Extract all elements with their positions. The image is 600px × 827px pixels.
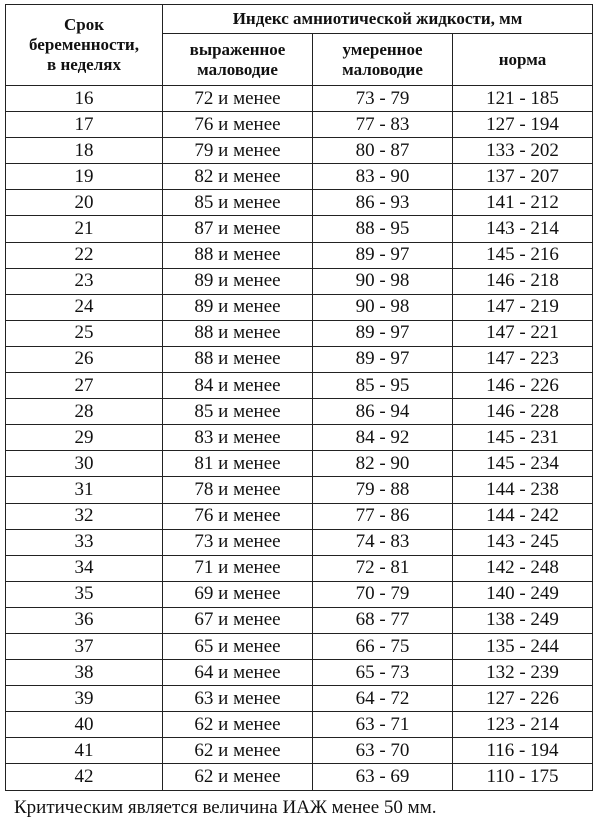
table-row [6, 294, 593, 320]
cell-severe: 78 и менее [163, 477, 313, 503]
cell-norm: 143 - 245 [453, 529, 593, 555]
table-row [6, 555, 593, 581]
cell-week: 34 [6, 555, 163, 581]
cell-severe: 71 и менее [163, 555, 313, 581]
cell-severe: 89 и менее [163, 268, 313, 294]
cell-severe: 83 и менее [163, 425, 313, 451]
cell-week: 23 [6, 268, 163, 294]
cell-norm: 143 - 214 [453, 216, 593, 242]
footnote: Критическим является величина ИАЖ менее 50 мм. [14, 797, 437, 818]
cell-norm: 144 - 242 [453, 503, 593, 529]
cell-norm: 127 - 194 [453, 112, 593, 138]
cell-week: 31 [6, 477, 163, 503]
header-moderate-line-1: умеренное [342, 39, 423, 59]
table-header [6, 5, 593, 86]
cell-severe: 62 и менее [163, 712, 313, 738]
cell-week: 26 [6, 346, 163, 372]
table-row [6, 346, 593, 372]
table-row [6, 373, 593, 399]
cell-week: 28 [6, 399, 163, 425]
cell-norm: 146 - 218 [453, 268, 593, 294]
cell-moderate: 80 - 87 [313, 138, 453, 164]
cell-week: 35 [6, 581, 163, 607]
cell-severe: 82 и менее [163, 164, 313, 190]
cell-norm: 127 - 226 [453, 686, 593, 712]
cell-week: 27 [6, 373, 163, 399]
header-week-line-2: беременности, [29, 35, 139, 54]
cell-week: 40 [6, 712, 163, 738]
cell-norm: 145 - 231 [453, 425, 593, 451]
cell-norm: 147 - 219 [453, 294, 593, 320]
cell-severe: 76 и менее [163, 503, 313, 529]
cell-severe: 65 и менее [163, 633, 313, 659]
table-row [6, 712, 593, 738]
table-row [6, 138, 593, 164]
cell-severe: 62 и менее [163, 738, 313, 764]
cell-severe: 85 и менее [163, 190, 313, 216]
header-moderate [313, 34, 453, 86]
cell-severe: 81 и менее [163, 451, 313, 477]
cell-moderate: 77 - 86 [313, 503, 453, 529]
cell-severe: 73 и менее [163, 529, 313, 555]
cell-severe: 67 и менее [163, 607, 313, 633]
cell-severe: 85 и менее [163, 399, 313, 425]
cell-moderate: 86 - 94 [313, 399, 453, 425]
cell-week: 18 [6, 138, 163, 164]
cell-week: 33 [6, 529, 163, 555]
cell-severe: 62 и менее [163, 764, 313, 790]
table-row [6, 190, 593, 216]
table-row [6, 686, 593, 712]
table-row [6, 242, 593, 268]
table-row [6, 399, 593, 425]
table-row [6, 112, 593, 138]
cell-moderate: 82 - 90 [313, 451, 453, 477]
header-moderate-line-2: маловодие [342, 59, 423, 79]
cell-week: 17 [6, 112, 163, 138]
table-row [6, 660, 593, 686]
cell-week: 37 [6, 633, 163, 659]
table-row [6, 607, 593, 633]
cell-severe: 89 и менее [163, 294, 313, 320]
cell-severe: 79 и менее [163, 138, 313, 164]
cell-norm: 142 - 248 [453, 555, 593, 581]
cell-moderate: 73 - 79 [313, 86, 453, 112]
cell-moderate: 63 - 69 [313, 764, 453, 790]
header-week-line-3: в неделях [47, 55, 121, 74]
header-norm: норма [453, 34, 593, 86]
cell-moderate: 77 - 83 [313, 112, 453, 138]
table-row [6, 503, 593, 529]
cell-week: 42 [6, 764, 163, 790]
cell-week: 20 [6, 190, 163, 216]
header-week [6, 5, 163, 86]
cell-week: 19 [6, 164, 163, 190]
cell-moderate: 89 - 97 [313, 346, 453, 372]
cell-moderate: 84 - 92 [313, 425, 453, 451]
cell-moderate: 79 - 88 [313, 477, 453, 503]
cell-week: 16 [6, 86, 163, 112]
header-week-line-1: Срок [63, 15, 105, 34]
cell-norm: 141 - 212 [453, 190, 593, 216]
cell-moderate: 90 - 98 [313, 268, 453, 294]
cell-severe: 63 и менее [163, 686, 313, 712]
cell-norm: 137 - 207 [453, 164, 593, 190]
table-row [6, 451, 593, 477]
cell-moderate: 72 - 81 [313, 555, 453, 581]
cell-severe: 88 и менее [163, 242, 313, 268]
cell-week: 30 [6, 451, 163, 477]
cell-norm: 121 - 185 [453, 86, 593, 112]
cell-moderate: 66 - 75 [313, 633, 453, 659]
cell-week: 32 [6, 503, 163, 529]
cell-norm: 140 - 249 [453, 581, 593, 607]
table-row [6, 86, 593, 112]
cell-norm: 146 - 228 [453, 399, 593, 425]
cell-norm: 147 - 223 [453, 346, 593, 372]
cell-norm: 138 - 249 [453, 607, 593, 633]
cell-severe: 87 и менее [163, 216, 313, 242]
cell-norm: 132 - 239 [453, 660, 593, 686]
table-row [6, 320, 593, 346]
cell-norm: 110 - 175 [453, 764, 593, 790]
table-row [6, 738, 593, 764]
cell-week: 22 [6, 242, 163, 268]
cell-week: 24 [6, 294, 163, 320]
cell-week: 38 [6, 660, 163, 686]
cell-severe: 72 и менее [163, 86, 313, 112]
table-row [6, 268, 593, 294]
cell-moderate: 89 - 97 [313, 242, 453, 268]
cell-norm: 144 - 238 [453, 477, 593, 503]
cell-norm: 145 - 234 [453, 451, 593, 477]
cell-week: 36 [6, 607, 163, 633]
table-row [6, 529, 593, 555]
table-row [6, 581, 593, 607]
cell-norm: 135 - 244 [453, 633, 593, 659]
table-row [6, 425, 593, 451]
table-body [6, 86, 593, 791]
cell-moderate: 65 - 73 [313, 660, 453, 686]
header-severe [163, 34, 313, 86]
cell-week: 39 [6, 686, 163, 712]
cell-severe: 76 и менее [163, 112, 313, 138]
cell-moderate: 89 - 97 [313, 320, 453, 346]
table-row [6, 764, 593, 790]
table-row [6, 477, 593, 503]
cell-severe: 64 и менее [163, 660, 313, 686]
cell-severe: 69 и менее [163, 581, 313, 607]
header-severe-line-1: выраженное [189, 39, 286, 59]
cell-norm: 147 - 221 [453, 320, 593, 346]
cell-moderate: 68 - 77 [313, 607, 453, 633]
table-row [6, 633, 593, 659]
cell-moderate: 70 - 79 [313, 581, 453, 607]
cell-moderate: 85 - 95 [313, 373, 453, 399]
cell-severe: 88 и менее [163, 320, 313, 346]
cell-moderate: 64 - 72 [313, 686, 453, 712]
header-afi-group: Индекс амниотической жидкости, мм [163, 5, 593, 34]
cell-norm: 116 - 194 [453, 738, 593, 764]
cell-severe: 88 и менее [163, 346, 313, 372]
cell-week: 29 [6, 425, 163, 451]
cell-severe: 84 и менее [163, 373, 313, 399]
cell-moderate: 83 - 90 [313, 164, 453, 190]
cell-moderate: 86 - 93 [313, 190, 453, 216]
cell-week: 41 [6, 738, 163, 764]
cell-week: 21 [6, 216, 163, 242]
cell-week: 25 [6, 320, 163, 346]
cell-moderate: 90 - 98 [313, 294, 453, 320]
cell-norm: 146 - 226 [453, 373, 593, 399]
cell-norm: 145 - 216 [453, 242, 593, 268]
cell-norm: 133 - 202 [453, 138, 593, 164]
afi-table [5, 4, 593, 791]
cell-moderate: 88 - 95 [313, 216, 453, 242]
table-row [6, 216, 593, 242]
header-severe-line-2: маловодие [197, 59, 278, 79]
cell-moderate: 63 - 71 [313, 712, 453, 738]
cell-norm: 123 - 214 [453, 712, 593, 738]
table-row [6, 164, 593, 190]
cell-moderate: 63 - 70 [313, 738, 453, 764]
cell-moderate: 74 - 83 [313, 529, 453, 555]
